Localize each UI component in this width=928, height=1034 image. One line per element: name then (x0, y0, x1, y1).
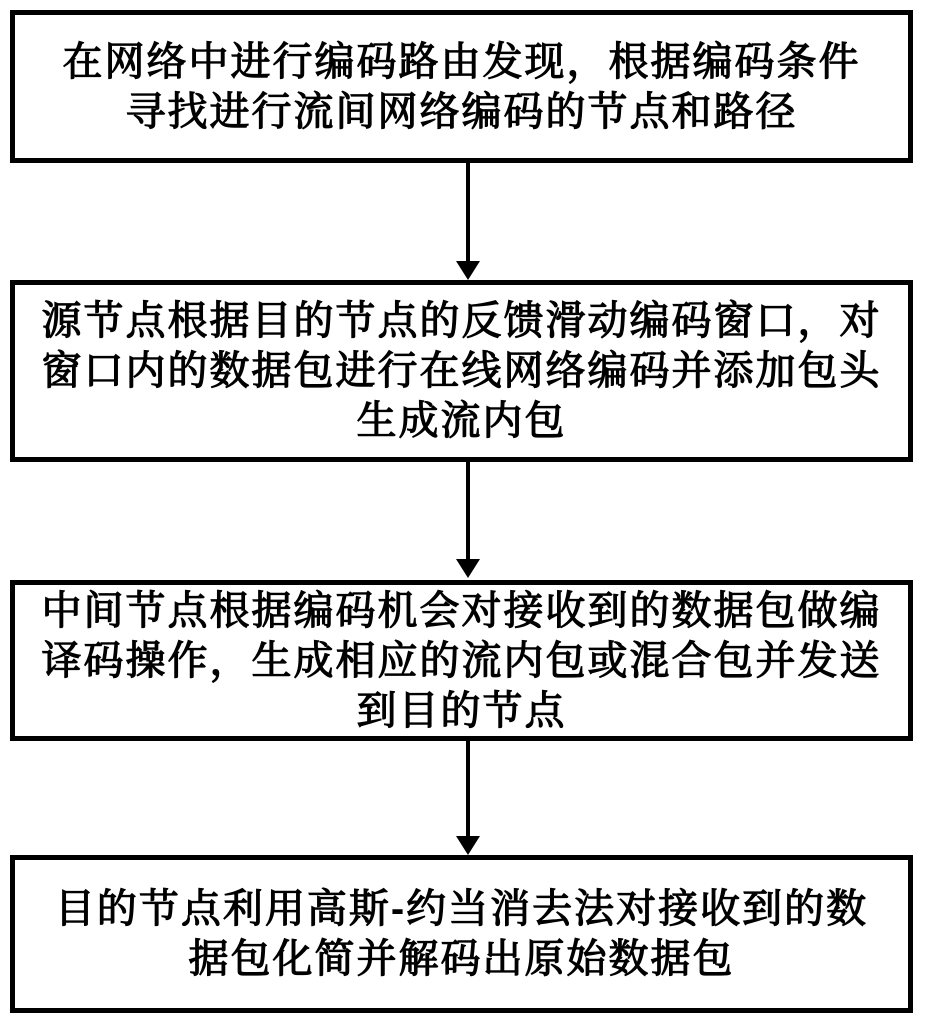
flow-step-2 (10, 280, 913, 462)
flow-step-3-line-2: 译码操作，生成相应的流内包或混合包并发送 (41, 638, 882, 683)
down-arrow-2-shaft (466, 462, 470, 559)
flow-step-4 (10, 855, 913, 1013)
flow-step-2-line-2: 窗口内的数据包进行在线网络编码并添加包头 (41, 349, 882, 393)
flow-step-1-line-2: 寻找进行流间网络编码的节点和路径 (125, 89, 798, 134)
down-arrow-3-shaft (466, 741, 470, 836)
flow-step-3 (10, 580, 913, 741)
down-arrow-3-head-icon (456, 836, 480, 855)
flow-step-4-line-1: 目的节点利用高斯-约当消去法对接收到的数 (54, 887, 869, 931)
flow-step-3-line-1: 中间节点根据编码机会对接收到的数据包做编 (41, 588, 882, 633)
flow-step-2-line-1: 源节点根据目的节点的反馈滑动编码窗口，对 (41, 299, 882, 343)
down-arrow-1-head-icon (456, 261, 480, 280)
down-arrow-1 (456, 163, 480, 280)
flow-step-2-line-3: 生成流内包 (356, 399, 567, 443)
flow-step-1-line-1: 在网络中进行编码路由发现，根据编码条件 (62, 39, 861, 84)
flow-step-3-line-3: 到目的节点 (356, 688, 567, 733)
flow-step-4-line-2: 据包化简并解码出原始数据包 (188, 937, 735, 981)
down-arrow-1-shaft (466, 163, 470, 261)
down-arrow-2 (456, 462, 480, 578)
down-arrow-2-head-icon (456, 559, 480, 578)
flow-step-1 (10, 10, 913, 163)
down-arrow-3 (456, 741, 480, 855)
